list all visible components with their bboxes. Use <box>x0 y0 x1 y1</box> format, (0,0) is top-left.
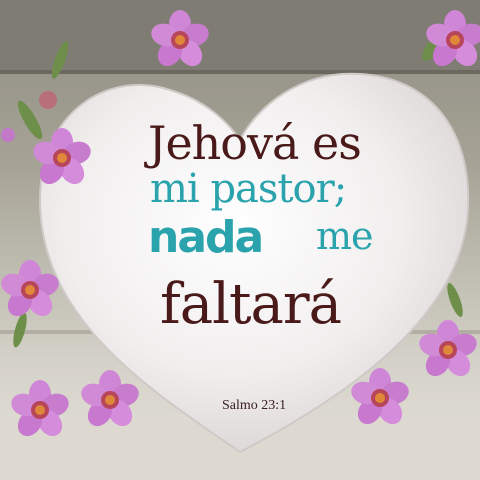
verse-word-mi: mi <box>150 166 199 212</box>
verse-line-4: faltará <box>160 272 342 337</box>
verse-line-1: Jehová es <box>148 116 361 170</box>
wood-plank <box>0 70 480 74</box>
wax-flower <box>416 320 479 381</box>
verse-word-pastor: pastor; <box>210 166 347 212</box>
flower-bud <box>39 91 57 109</box>
verse-word-nada: nada <box>148 212 263 263</box>
verse-word-me: me <box>316 214 373 258</box>
wood-plank <box>0 0 480 70</box>
verse-reference: Salmo 23:1 <box>222 398 287 413</box>
flower-bud <box>1 128 15 142</box>
